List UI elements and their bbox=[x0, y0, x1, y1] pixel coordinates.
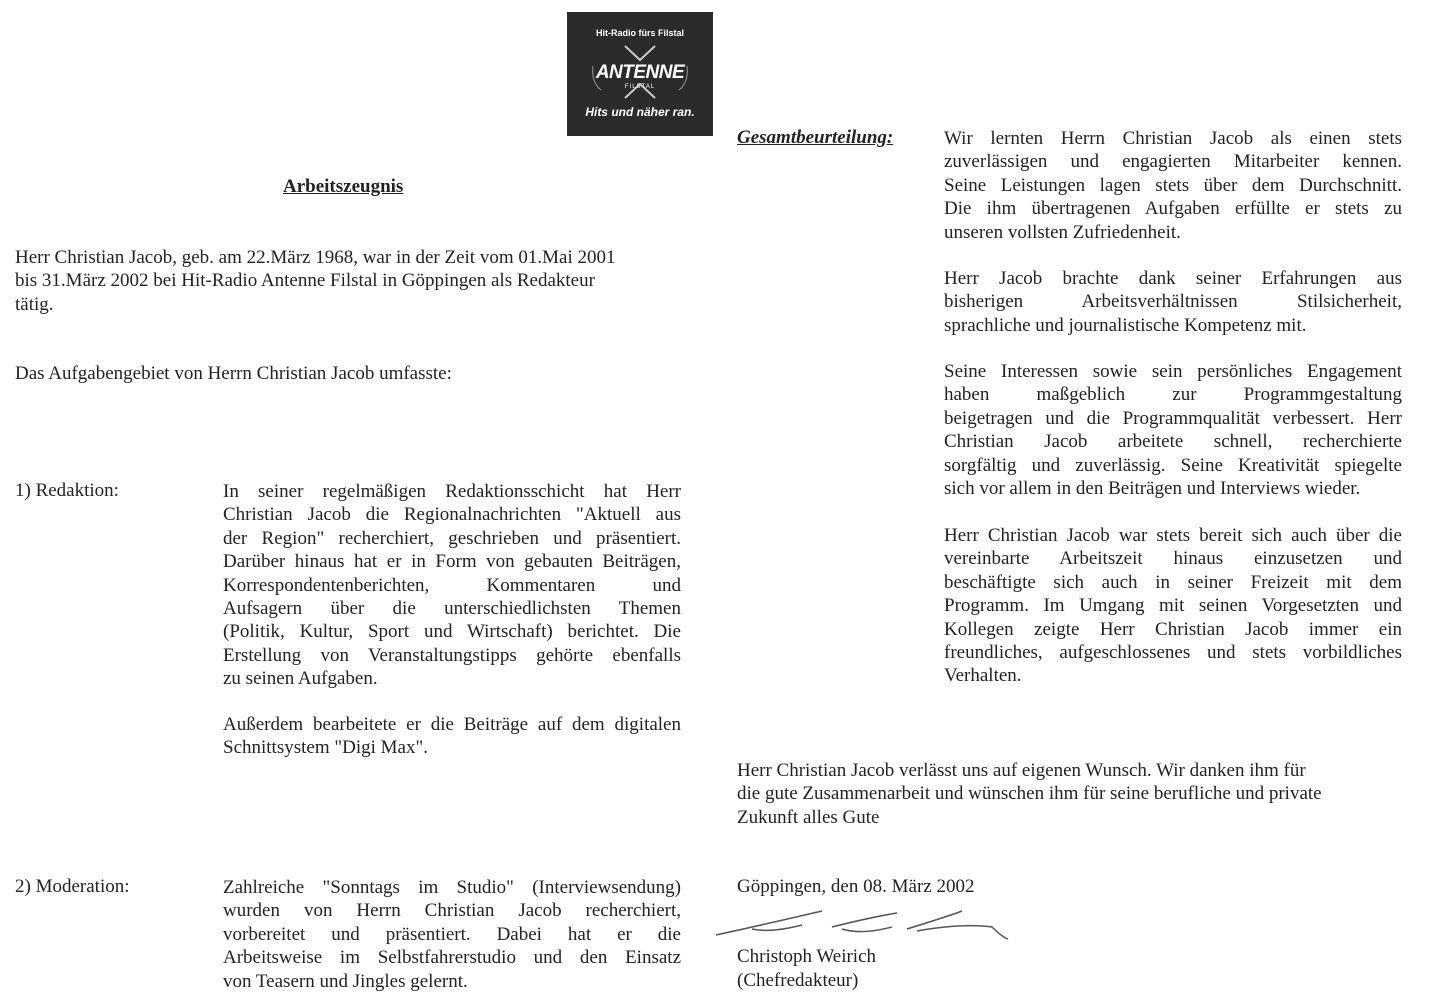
signatory-role: (Chefredakteur) bbox=[737, 970, 859, 991]
text-line: vorbereitet und präsentiert. Dabei hat er die bbox=[223, 923, 681, 945]
moderation-paragraph bbox=[223, 876, 681, 993]
document-title: Arbeitszeugnis bbox=[283, 176, 404, 197]
text-line: zu seinen Aufgaben. bbox=[223, 668, 378, 690]
text-line: Schnittsystem "Digi Max". bbox=[223, 737, 428, 759]
text-line: (Politik, Kultur, Sport und Wirtschaft) berichtet. Die bbox=[223, 621, 681, 643]
text-line: Christian Jacob die Regionalnachrichten "Aktuell aus bbox=[223, 504, 681, 526]
assessment-paragraph-2 bbox=[944, 267, 1402, 337]
signatory-name: Christoph Weirich bbox=[737, 946, 877, 967]
place-date: Göppingen, den 08. März 2002 bbox=[737, 876, 975, 897]
section-label-moderation: 2) Moderation: bbox=[15, 876, 130, 897]
logo-tagline: Hit-Radio fürs Filstal bbox=[595, 28, 684, 38]
text-line: Seine Leistungen lagen stets über dem Durchschnitt. bbox=[944, 174, 1402, 196]
assessment-paragraph-1 bbox=[944, 127, 1402, 244]
text-line: zuverlässigen und engagierten Mitarbeiter kennen. bbox=[944, 151, 1402, 173]
text-line: unseren vollsten Zufriedenheit. bbox=[944, 221, 1181, 243]
text-line: Wir lernten Herrn Christian Jacob als einen stets bbox=[944, 128, 1402, 149]
logo-brand: ANTENNE bbox=[595, 62, 685, 83]
logo-slogan: Hits und näher ran. bbox=[585, 105, 695, 119]
text-line: Herr Christian Jacob, geb. am 22.März 1968, war in der Zeit vom 01.Mai 2001 bbox=[15, 247, 616, 268]
text-line: Seine Interessen sowie sein persönliches Engagement bbox=[944, 361, 1402, 382]
text-line: Zahlreiche "Sonntags im Studio" (Interviewsendung) bbox=[223, 877, 681, 898]
text-line: Die ihm übertragenen Aufgaben erfüllte er stets zu bbox=[944, 198, 1402, 220]
text-line: von Teasern und Jingles gelernt. bbox=[223, 970, 468, 992]
handwritten-signature bbox=[712, 905, 1012, 950]
antenne-filstal-logo bbox=[567, 12, 713, 136]
text-line: Verhalten. bbox=[944, 665, 1022, 687]
text-line: Korrespondentenberichten, Kommentaren und bbox=[223, 574, 681, 596]
text-line: freundliches, aufgeschlossenes und stets vorbildliches bbox=[944, 641, 1402, 663]
intro-paragraph bbox=[15, 246, 615, 316]
text-line: Darüber hinaus hat er in Form von gebauten Beiträgen, bbox=[223, 551, 681, 573]
text-line: Zukunft alles Gute bbox=[737, 806, 880, 828]
closing-paragraph bbox=[737, 759, 1322, 829]
text-line: Herr Jacob brachte dank seiner Erfahrungen aus bbox=[944, 268, 1402, 289]
text-line: der Region" recherchiert, geschrieben und präsentiert. bbox=[223, 527, 681, 549]
redaktion-paragraph-2 bbox=[223, 713, 681, 760]
text-line: Kollegen zeigte Herr Christian Jacob immer ein bbox=[944, 618, 1402, 640]
assessment-paragraph-4 bbox=[944, 524, 1402, 688]
text-line: Arbeitsweise im Selbstfahrerstudio und den Einsatz bbox=[223, 947, 681, 969]
text-line: beschäftigte sich auch in seiner Freizeit mit dem bbox=[944, 571, 1402, 593]
text-line: sich vor allem in den Beiträgen und Interviews wieder. bbox=[944, 477, 1361, 499]
text-line: Herr Christian Jacob war stets bereit sich auch über die bbox=[944, 525, 1402, 546]
redaktion-paragraph-1 bbox=[223, 480, 681, 691]
text-line: wurden von Herrn Christian Jacob recherchiert, bbox=[223, 900, 681, 922]
section-label-redaktion: 1) Redaktion: bbox=[15, 480, 119, 501]
text-line: haben maßgeblich zur Programmgestaltung bbox=[944, 384, 1402, 406]
text-line: In seiner regelmäßigen Redaktionsschicht hat Herr bbox=[223, 481, 681, 502]
text-line: sprachliche und journalistische Kompetenz mit. bbox=[944, 314, 1307, 336]
text-line: die gute Zusammenarbeit und wünschen ihm für seine berufliche und private bbox=[737, 783, 1322, 805]
logo-sub-brand: FILSTAL bbox=[624, 84, 656, 90]
text-line: Außerdem bearbeitete er die Beiträge auf dem digitalen bbox=[223, 714, 681, 735]
text-line: sorgfältig und zuverlässig. Seine Kreativität spiegelte bbox=[944, 454, 1402, 476]
text-line: tätig. bbox=[15, 293, 54, 315]
text-line: Programm. Im Umgang mit seinen Vorgesetzten und bbox=[944, 595, 1402, 617]
assessment-label: Gesamtbeurteilung: bbox=[737, 127, 894, 148]
assessment-paragraph-3 bbox=[944, 360, 1402, 500]
text-line: bisherigen Arbeitsverhältnissen Stilsicherheit, bbox=[944, 291, 1402, 313]
text-line: vereinbarte Arbeitszeit hinaus einzusetzen und bbox=[944, 548, 1402, 570]
text-line: bis 31.März 2002 bei Hit-Radio Antenne Filstal in Göppingen als Redakteur bbox=[15, 270, 595, 292]
text-line: Erstellung von Veranstaltungstipps gehörte ebenfalls bbox=[223, 644, 681, 666]
tasks-intro: Das Aufgabengebiet von Herrn Christian Jacob umfasste: bbox=[15, 363, 452, 384]
text-line: beigetragen und die Programmqualität verbessert. Herr bbox=[944, 407, 1402, 429]
text-line: Aufsagern über die unterschiedlichsten Themen bbox=[223, 597, 681, 619]
text-line: Herr Christian Jacob verlässt uns auf eigenen Wunsch. Wir danken ihm für bbox=[737, 760, 1306, 781]
text-line: Christian Jacob arbeitete schnell, recherchierte bbox=[944, 431, 1402, 453]
